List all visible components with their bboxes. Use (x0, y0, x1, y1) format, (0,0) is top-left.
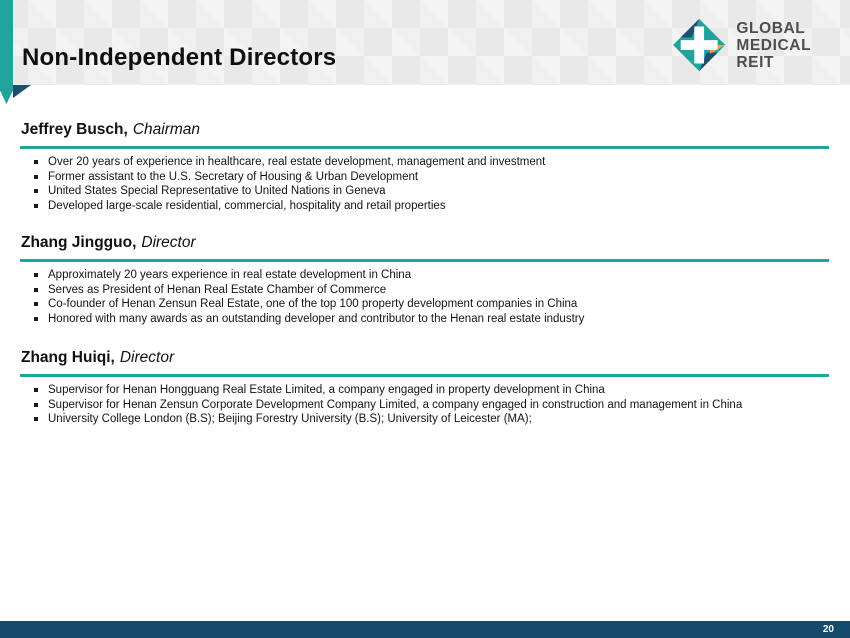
page-number: 20 (822, 624, 834, 635)
list-item (20, 298, 829, 310)
list-item (20, 313, 829, 325)
director-section-jeffrey-busch (20, 120, 829, 214)
square-bullet-icon (34, 288, 38, 292)
global-medical-reit-logo (672, 16, 850, 74)
square-bullet-icon (34, 417, 38, 421)
director-name: Zhang Jingguo, (21, 234, 137, 251)
bullet-text: Supervisor for Henan Hongguang Real Estate Limited, a company engaged in property development in China (48, 384, 605, 396)
square-bullet-icon (34, 160, 38, 164)
footer-bar (0, 621, 850, 638)
director-role: Director (119, 349, 175, 366)
bullet-text: United States Special Representative to United Nations in Geneva (48, 185, 386, 197)
director-section-zhang-jingguo (20, 233, 829, 327)
bullet-text: Over 20 years of experience in healthcare, real estate development, management and investment (48, 156, 546, 168)
director-name: Jeffrey Busch, (21, 121, 128, 138)
navy-ribbon-fold (13, 85, 31, 98)
square-bullet-icon (34, 189, 38, 193)
bullet-text: Serves as President of Henan Real Estate Chamber of Commerce (48, 283, 387, 296)
director-name: Zhang Huiqi, (21, 349, 115, 366)
logo-wordmark-line1: GLOBAL (736, 19, 806, 37)
square-bullet-icon (34, 317, 38, 321)
cross-pinwheel-logo-icon (672, 16, 726, 74)
list-item (20, 171, 829, 183)
page-title: Non-Independent Directors (22, 44, 337, 71)
square-bullet-icon (34, 302, 38, 306)
list-item (20, 185, 829, 197)
section-heading (21, 233, 829, 253)
square-bullet-icon (34, 273, 38, 277)
square-bullet-icon (34, 175, 38, 179)
bullet-text: University College London (B.S); Beijing Forestry University (B.S); University of Leicester (MA); (48, 413, 532, 425)
list-item (20, 399, 829, 411)
bullet-list (20, 156, 829, 212)
bullet-text: Developed large-scale residential, commercial, hospitality and retail properties (48, 199, 446, 212)
section-heading (21, 120, 829, 140)
logo-wordmark-line2: MEDICAL REIT (736, 36, 811, 71)
list-item (20, 413, 829, 425)
list-item (20, 269, 829, 281)
bullet-text: Former assistant to the U.S. Secretary of Housing & Urban Development (48, 170, 419, 183)
director-role: Chairman (132, 121, 201, 138)
square-bullet-icon (34, 403, 38, 407)
teal-divider-rule (20, 374, 829, 377)
bullet-text: Co-founder of Henan Zensun Real Estate, one of the top 100 property development companies in China (48, 298, 578, 310)
square-bullet-icon (34, 388, 38, 392)
section-heading (21, 348, 829, 368)
bullet-list (20, 384, 829, 425)
bullet-text: Honored with many awards as an outstanding developer and contributor to the Henan real estate industry (48, 312, 585, 325)
bullet-text: Approximately 20 years experience in real estate development in China (48, 269, 412, 281)
logo-wordmark (736, 20, 850, 71)
list-item (20, 384, 829, 396)
bullet-text: Supervisor for Henan Zensun Corporate Development Company Limited, a company engaged in construction and management in China (48, 398, 743, 411)
list-item (20, 284, 829, 296)
list-item (20, 200, 829, 212)
teal-divider-rule (20, 259, 829, 262)
teal-ribbon-accent (0, 0, 13, 104)
director-section-zhang-huiqi (20, 348, 829, 428)
teal-divider-rule (20, 146, 829, 149)
bullet-list (20, 269, 829, 325)
list-item (20, 156, 829, 168)
director-role: Director (141, 234, 196, 251)
square-bullet-icon (34, 204, 38, 208)
